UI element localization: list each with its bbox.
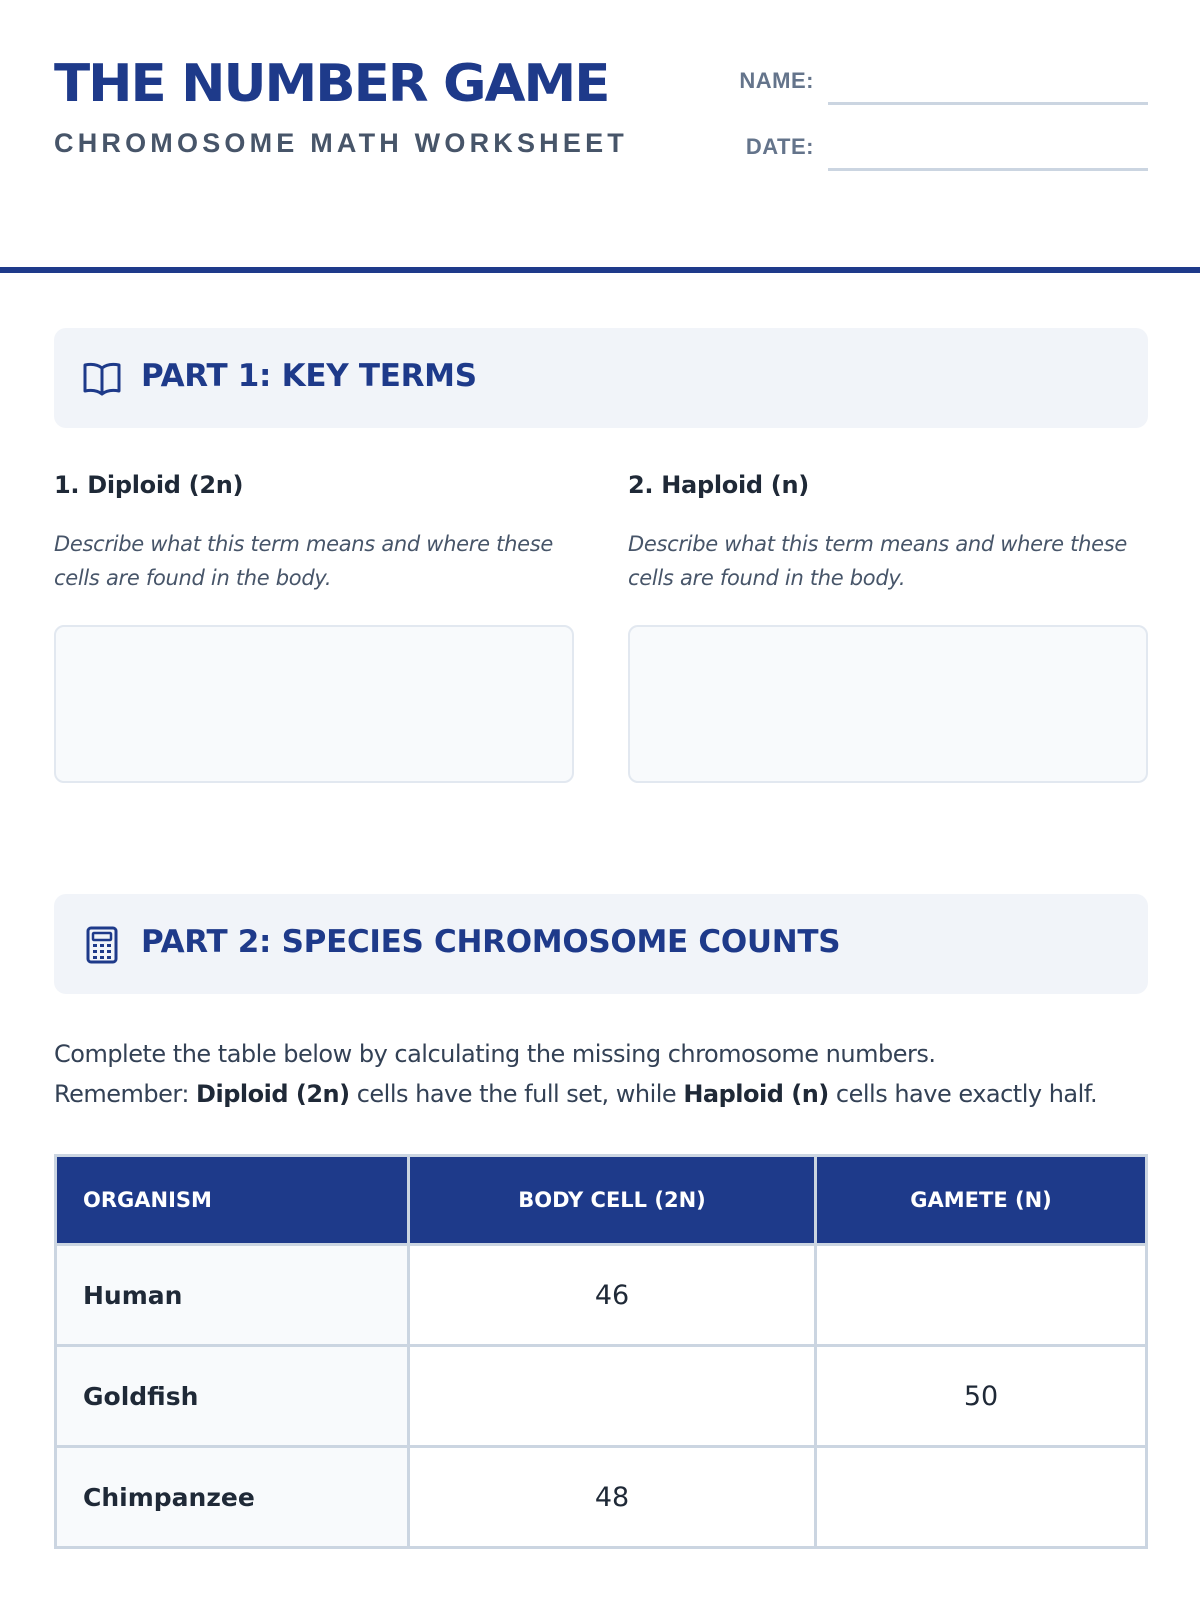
term-title: 1. Diploid (2n): [54, 471, 244, 499]
page-title: THE NUMBER GAME: [54, 54, 609, 114]
term-haploid: [628, 471, 1148, 783]
part2-header: [54, 894, 1148, 994]
intro-line-1: Complete the table below by calculating the missing chromosome numbers.: [54, 1040, 936, 1068]
part1-title: PART 1: KEY TERMS: [141, 358, 477, 394]
body-cell-value: 46: [408, 1245, 815, 1346]
term-instruction: Describe what this term means and where these cells are found in the body.: [628, 532, 1127, 590]
table-header-row: [56, 1156, 1147, 1245]
term-title: 2. Haploid (n): [628, 471, 809, 499]
body-cell-value: 48: [408, 1447, 815, 1548]
organism-cell: Human: [56, 1245, 409, 1346]
intro-suffix: cells have exactly half.: [828, 1080, 1098, 1108]
organism-cell: Goldfish: [56, 1346, 409, 1447]
intro-prefix: Remember:: [54, 1080, 197, 1108]
diploid-answer-box[interactable]: [54, 625, 574, 783]
part2-instructions: [54, 1034, 1154, 1114]
worksheet-header: [0, 0, 1200, 270]
gamete-input-cell[interactable]: [816, 1245, 1147, 1346]
part2-title: PART 2: SPECIES CHROMOSOME COUNTS: [141, 924, 841, 960]
term-instruction: Describe what this term means and where these cells are found in the body.: [54, 532, 553, 590]
chromosome-table: [54, 1154, 1148, 1549]
date-field[interactable]: [828, 168, 1148, 171]
organism-cell: Chimpanzee: [56, 1447, 409, 1548]
table-row: [56, 1245, 1147, 1346]
book-icon: [82, 360, 122, 396]
term-diploid: [54, 471, 574, 783]
haploid-answer-box[interactable]: [628, 625, 1148, 783]
table-row: [56, 1447, 1147, 1548]
column-header-body-cell: BODY CELL (2N): [408, 1156, 815, 1245]
column-header-organism: ORGANISM: [56, 1156, 409, 1245]
page-subtitle: CHROMOSOME MATH WORKSHEET: [54, 128, 628, 158]
table-row: [56, 1346, 1147, 1447]
part1-header: [54, 328, 1148, 428]
intro-line-2: [54, 1074, 1154, 1114]
intro-term-haploid: Haploid (n): [683, 1080, 829, 1108]
gamete-value: 50: [816, 1346, 1147, 1447]
intro-term-diploid: Diploid (2n): [196, 1080, 350, 1108]
body-cell-input-cell[interactable]: [408, 1346, 815, 1447]
name-field[interactable]: [828, 102, 1148, 105]
header-divider: [0, 267, 1200, 273]
calculator-icon: [82, 926, 122, 964]
date-label: DATE:: [745, 134, 814, 159]
name-label: NAME:: [739, 68, 814, 93]
column-header-gamete: GAMETE (N): [816, 1156, 1147, 1245]
gamete-input-cell[interactable]: [816, 1447, 1147, 1548]
intro-mid: cells have the full set, while: [349, 1080, 684, 1108]
